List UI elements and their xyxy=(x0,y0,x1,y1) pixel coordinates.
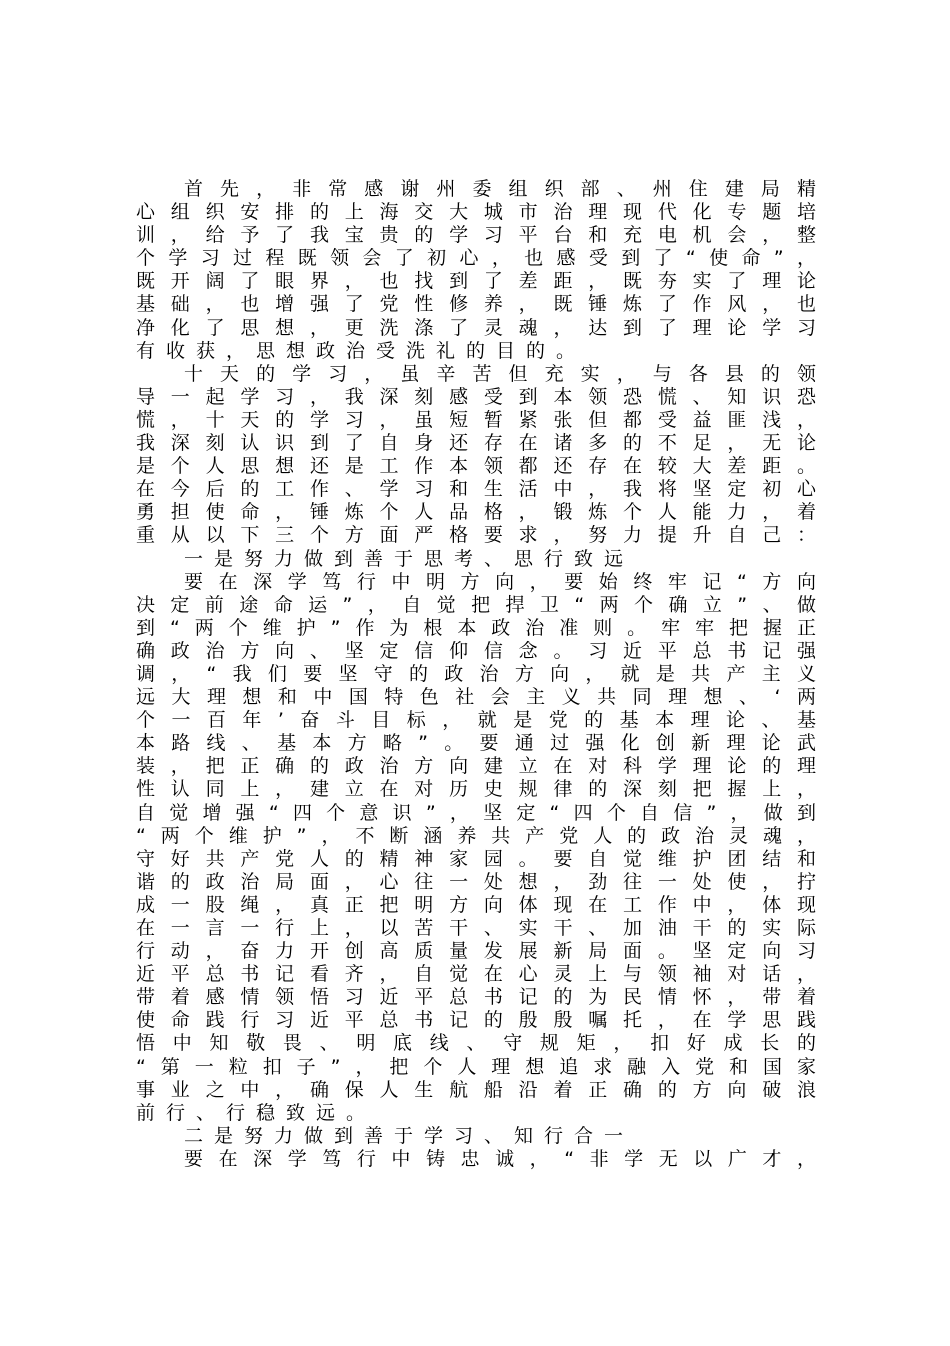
paragraph-2-line: 勇担使命，锤炼个人品格，锻炼个人能力，着 xyxy=(136,501,816,524)
paragraph-1-line: 净化了思想，更洗涤了灵魂，达到了理论学习 xyxy=(136,316,816,339)
paragraph-3-line: 行动，奋力开创高质量发展新局面。坚定向习 xyxy=(136,940,816,963)
paragraph-3-line: “第一粒扣子”，把个人理想追求融入党和国家 xyxy=(136,1055,816,1078)
paragraph-1-line: 既开阔了眼界，也找到了差距，既夯实了理论 xyxy=(136,270,816,293)
paragraph-3-line: 本路线、基本方略”。要通过强化创新理论武 xyxy=(136,732,816,755)
paragraph-3-line: 装，把正确的政治方向建立在对科学理论的理 xyxy=(136,755,816,778)
paragraph-2-line: 十天的学习，虽辛苦但充实，与各县的领 xyxy=(184,362,816,385)
paragraph-3-line: 谐的政治局面，心往一处想，劲往一处使，拧 xyxy=(136,870,816,893)
paragraph-2-line: 慌，十天的学习，虽短暂紧张但都受益匪浅， xyxy=(136,408,816,431)
paragraph-3-line: 要在深学笃行中明方向，要始终牢记“方向 xyxy=(184,570,816,593)
paragraph-3-line: 调，“我们要坚守的政治方向，就是共产主义 xyxy=(136,662,816,685)
paragraph-1-line: 基础，也增强了党性修养，既锤炼了作风，也 xyxy=(136,293,816,316)
paragraph-3-line: 使命践行习近平总书记的殷殷嘱托，在学思践 xyxy=(136,1009,816,1032)
paragraph-3-line: 性认同上，建立在对历史规律的深刻把握上， xyxy=(136,778,816,801)
paragraph-1-line: 训，给予了我宝贵的学习平台和充电机会，整 xyxy=(136,224,816,247)
paragraph-3-line: 前行、行稳致远。 xyxy=(136,1101,377,1124)
paragraph-3-line: 个一百年’奋斗目标，就是党的基本理论、基 xyxy=(136,709,816,732)
paragraph-2-line: 我深刻认识到了自身还存在诸多的不足，无论 xyxy=(136,432,816,455)
paragraph-3-line: 守好共产党人的精神家园。要自觉维护团结和 xyxy=(136,847,816,870)
paragraph-1-line: 心组织安排的上海交大城市治理现代化专题培 xyxy=(136,201,816,224)
document-body xyxy=(136,178,816,1171)
paragraph-3-line: “两个维护”，不断涵养共产党人的政治灵魂， xyxy=(136,824,816,847)
paragraph-3-line: 决定前途命运”，自觉把捍卫“两个确立”、做 xyxy=(136,593,816,616)
paragraph-2-line: 导一起学习，我深刻感受到本领恐慌、知识恐 xyxy=(136,385,816,408)
paragraph-1-line: 首先，非常感谢州委组织部、州住建局精 xyxy=(184,178,816,200)
paragraph-2-line: 在今后的工作、学习和生活中，我将坚定初心 xyxy=(136,478,816,501)
section-heading-2: 二是努力做到善于学习、知行合一 xyxy=(184,1124,635,1147)
paragraph-4-line: 要在深学笃行中铸忠诚，“非学无以广才， xyxy=(184,1147,816,1170)
paragraph-3-line: 确政治方向、坚定信仰信念。习近平总书记强 xyxy=(136,639,816,662)
paragraph-2-line: 是个人思想还是工作本领都还存在较大差距。 xyxy=(136,455,816,478)
paragraph-1-line: 个学习过程既领会了初心，也感受到了“使命”， xyxy=(136,247,816,270)
paragraph-3-line: 自觉增强“四个意识”，坚定“四个自信”，做到 xyxy=(136,801,816,824)
paragraph-3-line: 带着感情领悟习近平总书记的为民情怀，带着 xyxy=(136,986,816,1009)
paragraph-3-line: 事业之中，确保人生航船沿着正确的方向破浪 xyxy=(136,1078,816,1101)
paragraph-3-line: 远大理想和中国特色社会主义共同理想、‘两 xyxy=(136,686,816,709)
paragraph-1-line: 有收获，思想政治受洗礼的目的。 xyxy=(136,339,587,362)
paragraph-3-line: 悟中知敬畏、明底线、守规矩，扣好成长的 xyxy=(136,1032,816,1055)
section-heading-1: 一是努力做到善于思考、思行致远 xyxy=(184,547,635,570)
paragraph-3-line: 近平总书记看齐，自觉在心灵上与领袖对话， xyxy=(136,963,816,986)
paragraph-3-line: 成一股绳，真正把明方向体现在工作中，体现 xyxy=(136,893,816,916)
paragraph-3-line: 到“两个维护”作为根本政治准则。牢牢把握正 xyxy=(136,616,816,639)
paragraph-3-line: 在一言一行上，以苦干、实干、加油干的实际 xyxy=(136,917,816,939)
paragraph-2-line: 重从以下三个方面严格要求，努力提升自己： xyxy=(136,524,816,547)
